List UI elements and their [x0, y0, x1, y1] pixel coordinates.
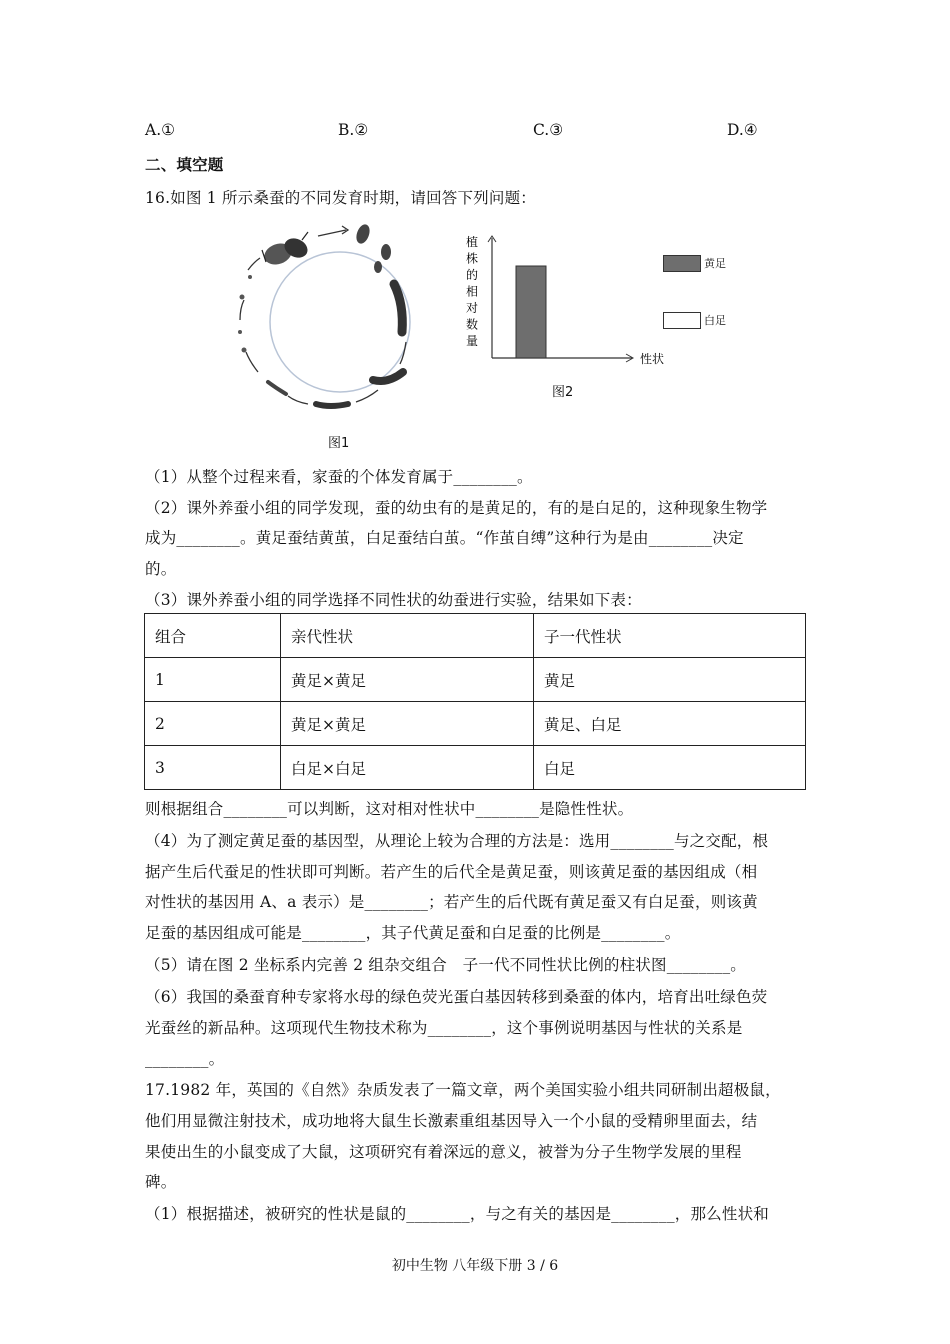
q16-p4-line3: 对性状的基因用 A、a 表示）是________；若产生的后代既有黄足蚕又有白足蚕，则该黄 — [145, 893, 758, 911]
cocoon-icon — [354, 223, 372, 246]
larva-icon — [268, 244, 403, 406]
table-cell: 1 — [145, 658, 281, 702]
fig2-ylabel-char: 的 — [466, 268, 479, 282]
q16-p3: （3）课外养蚕小组的同学选择不同性状的幼蚕进行实验，结果如下表： — [145, 591, 642, 609]
table-cell: 黄足、白足 — [534, 702, 806, 746]
q16-p2-line1: （2）课外养蚕小组的同学发现，蚕的幼虫有的是黄足的，有的是白足的，这种现象生物学 — [145, 499, 768, 517]
q17-line1: 17.1982 年，英国的《自然》杂质发表了一篇文章，两个美国实验小组共同研制出超极鼠， — [145, 1081, 781, 1099]
legend-label-huangzu: 黄足 — [704, 257, 726, 270]
table-header: 子一代性状 — [534, 614, 806, 658]
fig2-ylabel-char: 量 — [466, 334, 479, 348]
results-table — [144, 613, 806, 790]
fig2-ylabel-char: 对 — [466, 301, 479, 315]
q16-p6-line1: （6）我国的桑蚕育种专家将水母的绿色荧光蛋白基因转移到桑蚕的体内，培育出吐绿色荧 — [145, 988, 768, 1006]
q16-p2-line2: 成为________。黄足蚕结黄茧，白足蚕结白茧。“作茧自缚”这种行为是由________决定 — [145, 529, 744, 547]
table-cell: 白足 — [534, 746, 806, 790]
option-a: A.① — [145, 121, 176, 139]
table-header: 组合 — [145, 614, 281, 658]
table-row — [145, 702, 806, 746]
q17-line3: 果使出生的小鼠变成了大鼠，这项研究有着深远的意义，被誉为分子生物学发展的里程 — [145, 1143, 742, 1161]
inner-circle — [270, 252, 410, 392]
option-b: B.② — [338, 121, 369, 139]
table-cell: 白足×白足 — [281, 746, 534, 790]
option-c: C.③ — [533, 121, 564, 139]
option-d: D.④ — [727, 121, 758, 139]
table-header: 亲代性状 — [281, 614, 534, 658]
q17-line5: （1）根据描述，被研究的性状是鼠的________，与之有关的基因是________，那么性状和 — [145, 1205, 769, 1223]
table-cell: 黄足×黄足 — [281, 658, 534, 702]
table-row — [145, 658, 806, 702]
legend-label-baizu: 白足 — [704, 314, 726, 327]
q16-p6-line2: 光蚕丝的新品种。这项现代生物技术称为________，这个事例说明基因与性状的关系是 — [145, 1019, 743, 1037]
table-cell: 2 — [145, 702, 281, 746]
fig2-ylabel — [466, 234, 478, 348]
fig2-bar-chart — [462, 232, 702, 372]
table-cell: 黄足 — [534, 658, 806, 702]
q16-p4-line1: （4）为了测定黄足蚕的基因型，从理论上较为合理的方法是：选用________与之交配，根 — [145, 832, 769, 850]
table-header-row — [145, 614, 806, 658]
legend-swatch-huangzu — [663, 255, 701, 272]
q16-p2-line3: 的。 — [145, 560, 177, 578]
q16-p1: （1）从整个过程来看，家蚕的个体发育属于________。 — [145, 468, 533, 486]
q17-line4: 碑。 — [145, 1173, 177, 1191]
q16-after-table: 则根据组合________可以判断，这对相对性状中________是隐性性状。 — [145, 800, 634, 818]
fig1-caption: 图1 — [328, 436, 350, 451]
fig2-ylabel-char: 相 — [466, 284, 479, 299]
page-footer: 初中生物 八年级下册 3 / 6 — [391, 1258, 559, 1274]
q16-intro: 16.如图 1 所示桑蚕的不同发育时期，请回答下列问题： — [145, 189, 536, 207]
q16-p4-line2: 据产生后代蚕足的性状即可判断。若产生的后代全是黄足蚕，则该黄足蚕的基因组成（相 — [145, 863, 758, 881]
table-cell: 黄足×黄足 — [281, 702, 534, 746]
table-cell: 3 — [145, 746, 281, 790]
q16-p5: （5）请在图 2 坐标系内完善 2 组杂交组合 子一代不同性状比例的柱状图________。 — [145, 956, 746, 974]
fig2-ylabel-char: 株 — [466, 251, 479, 266]
bar-huangzu — [516, 266, 546, 358]
legend-swatch-baizu — [663, 312, 701, 329]
q16-p4-line4: 足蚕的基因组成可能是________，其子代黄足蚕和白足蚕的比例是________。 — [145, 924, 681, 942]
section-title: 二、填空题 — [145, 155, 224, 174]
fig2-caption: 图2 — [552, 385, 574, 400]
fig2-ylabel-char: 数 — [466, 317, 479, 332]
silkworm-lifecycle-figure — [228, 222, 446, 422]
table-row — [145, 746, 806, 790]
q17-line2: 他们用显微注射技术，成功地将大鼠生长激素重组基因导入一个小鼠的受精卵里面去，结 — [145, 1112, 758, 1130]
q16-p6-line3: ________。 — [145, 1050, 225, 1068]
fig2-ylabel-char: 植 — [466, 235, 479, 249]
fig2-xlabel: 性状 — [640, 352, 665, 366]
